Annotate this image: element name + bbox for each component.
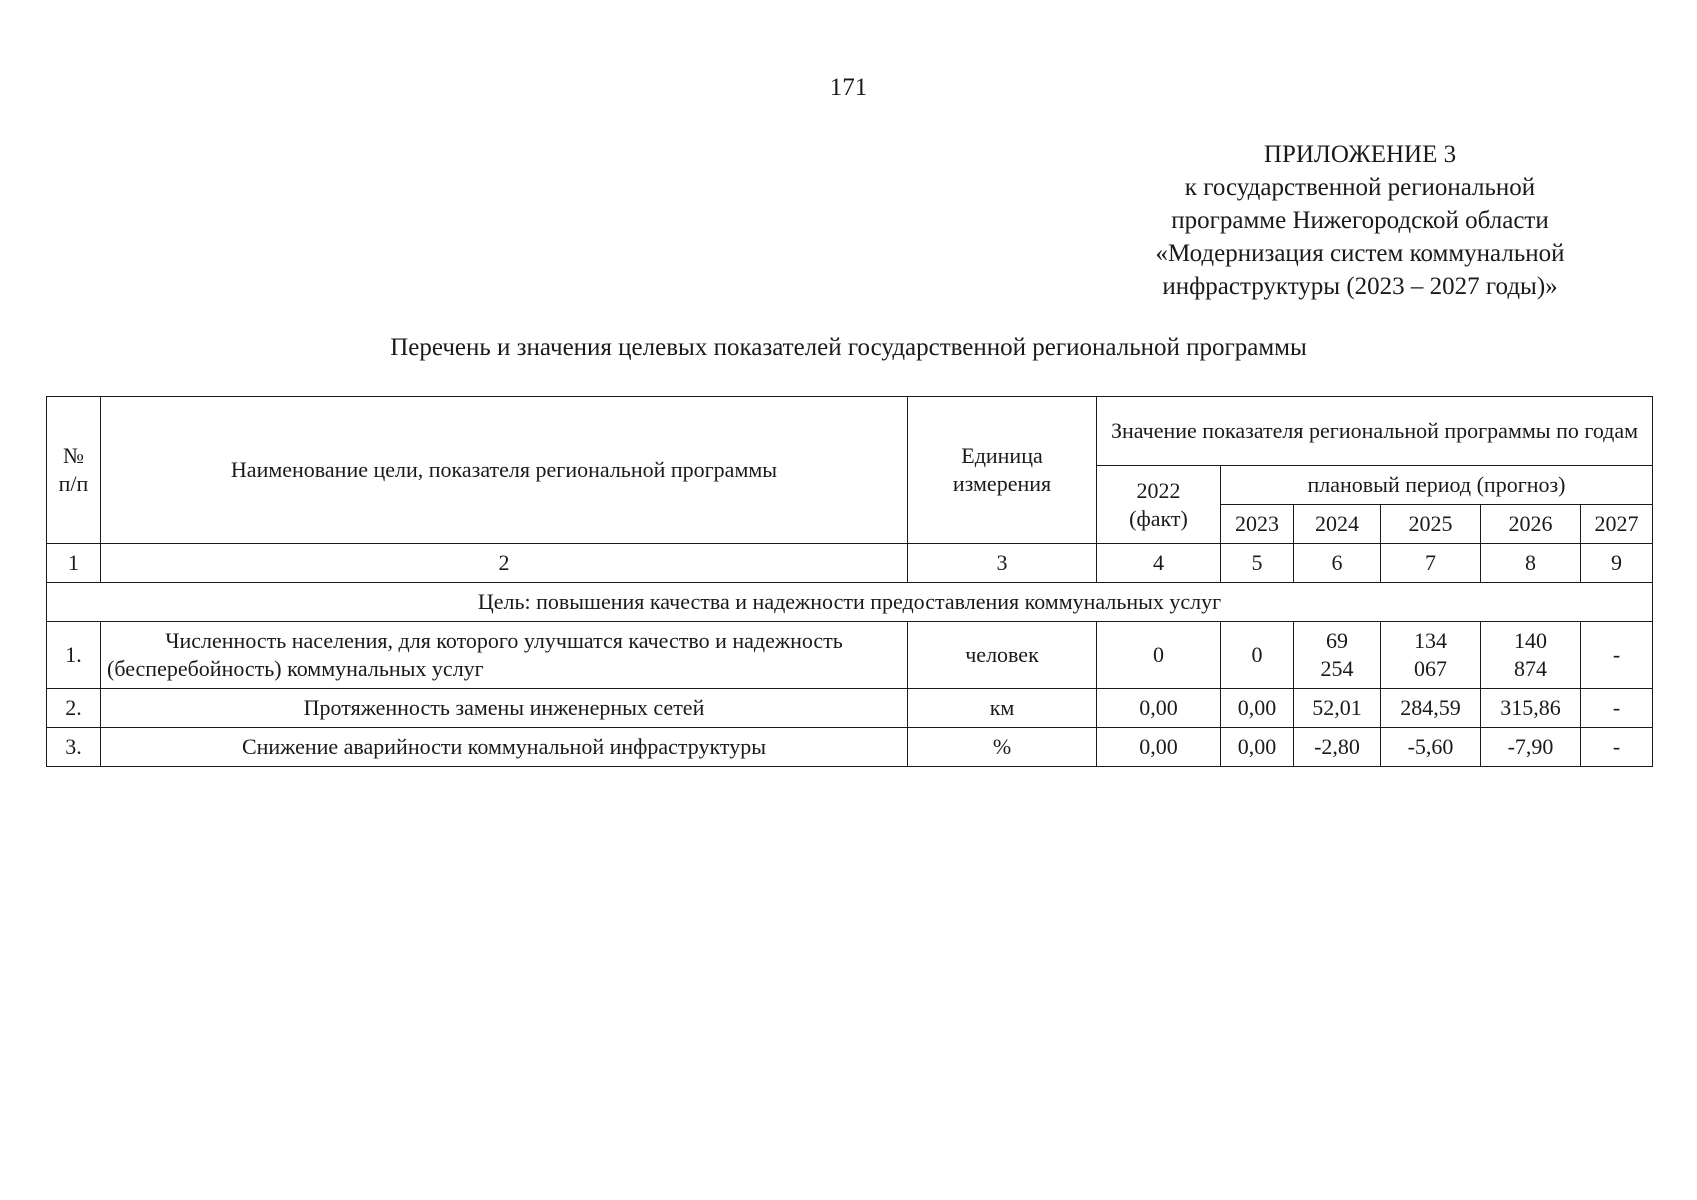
header-year: 2025 <box>1381 505 1481 544</box>
row-value <box>1481 622 1581 689</box>
header-year: 2023 <box>1221 505 1294 544</box>
header-values-group: Значение показателя региональной программы по годам <box>1097 397 1653 466</box>
row-value <box>1581 622 1653 689</box>
row-value-line: 134 <box>1414 628 1447 653</box>
row-unit: % <box>908 728 1097 767</box>
row-unit: человек <box>908 622 1097 689</box>
row-name: Численность населения, для которого улучшатся качество и надежность (бесперебойность) коммунальных услуг <box>101 622 908 689</box>
header-num-line1: № <box>63 443 84 468</box>
header-num <box>47 397 101 544</box>
row-value: - <box>1581 689 1653 728</box>
header-num-line2: п/п <box>58 471 89 496</box>
header-plan-group: плановый период (прогноз) <box>1221 466 1653 505</box>
column-number: 3 <box>908 544 1097 583</box>
header-unit-line2: измерения <box>952 471 1052 496</box>
table-row <box>47 689 1653 728</box>
header-year: 2026 <box>1481 505 1581 544</box>
row-value <box>1381 622 1481 689</box>
column-number: 4 <box>1097 544 1221 583</box>
header-year: 2027 <box>1581 505 1653 544</box>
row-num: 2. <box>47 689 101 728</box>
goal-row <box>47 583 1653 622</box>
column-number: 2 <box>101 544 908 583</box>
header-unit <box>908 397 1097 544</box>
header-unit-line1: Единица <box>961 443 1043 468</box>
header-fact-label: (факт) <box>1129 505 1188 531</box>
row-value-line: - <box>1612 642 1621 667</box>
table-row <box>47 622 1653 689</box>
appendix-line: «Модернизация систем коммунальной <box>1155 240 1565 267</box>
appendix-line: программе Нижегородской области <box>1171 207 1549 234</box>
row-fact: 0,00 <box>1097 689 1221 728</box>
appendix-header <box>1120 138 1600 303</box>
header-fact <box>1097 466 1221 544</box>
appendix-line: инфраструктуры (2023 – 2027 годы)» <box>1162 273 1558 300</box>
indicators-table <box>46 396 1653 767</box>
goal-text: Цель: повышения качества и надежности предоставления коммунальных услуг <box>47 583 1653 622</box>
row-value-line: 0 <box>1251 642 1263 667</box>
row-fact: 0,00 <box>1097 728 1221 767</box>
column-number: 6 <box>1294 544 1381 583</box>
appendix-line: к государственной региональной <box>1184 174 1536 201</box>
table-row <box>47 728 1653 767</box>
row-name: Снижение аварийности коммунальной инфраструктуры <box>101 728 908 767</box>
row-value <box>1221 622 1294 689</box>
row-value-line: 254 <box>1320 656 1354 681</box>
row-fact: 0 <box>1097 622 1221 689</box>
row-value: - <box>1581 728 1653 767</box>
row-value-line: 140 <box>1514 628 1547 653</box>
row-value-line: 067 <box>1414 656 1447 681</box>
header-year: 2024 <box>1294 505 1381 544</box>
row-value: -2,80 <box>1294 728 1381 767</box>
column-number: 1 <box>47 544 101 583</box>
row-value: 0,00 <box>1221 728 1294 767</box>
column-number: 8 <box>1481 544 1581 583</box>
row-value-line: 69 <box>1326 628 1348 653</box>
column-number: 9 <box>1581 544 1653 583</box>
document-title: Перечень и значения целевых показателей государственной региональной программы <box>390 334 1307 361</box>
row-value-line: 874 <box>1514 656 1547 681</box>
row-num: 3. <box>47 728 101 767</box>
row-value: -5,60 <box>1381 728 1481 767</box>
row-value: 315,86 <box>1481 689 1581 728</box>
page-number: 171 <box>829 74 868 101</box>
row-value <box>1294 622 1381 689</box>
row-value: 284,59 <box>1381 689 1481 728</box>
row-num: 1. <box>47 622 101 689</box>
header-fact-year: 2022 <box>1136 477 1181 503</box>
row-value: 52,01 <box>1294 689 1381 728</box>
row-value: 0,00 <box>1221 689 1294 728</box>
column-numbers-row <box>47 544 1653 583</box>
header-name: Наименование цели, показателя региональной программы <box>101 397 908 544</box>
column-number: 7 <box>1381 544 1481 583</box>
row-name: Протяженность замены инженерных сетей <box>101 689 908 728</box>
appendix-title: ПРИЛОЖЕНИЕ 3 <box>1263 141 1457 168</box>
row-value: -7,90 <box>1481 728 1581 767</box>
row-unit: км <box>908 689 1097 728</box>
column-number: 5 <box>1221 544 1294 583</box>
